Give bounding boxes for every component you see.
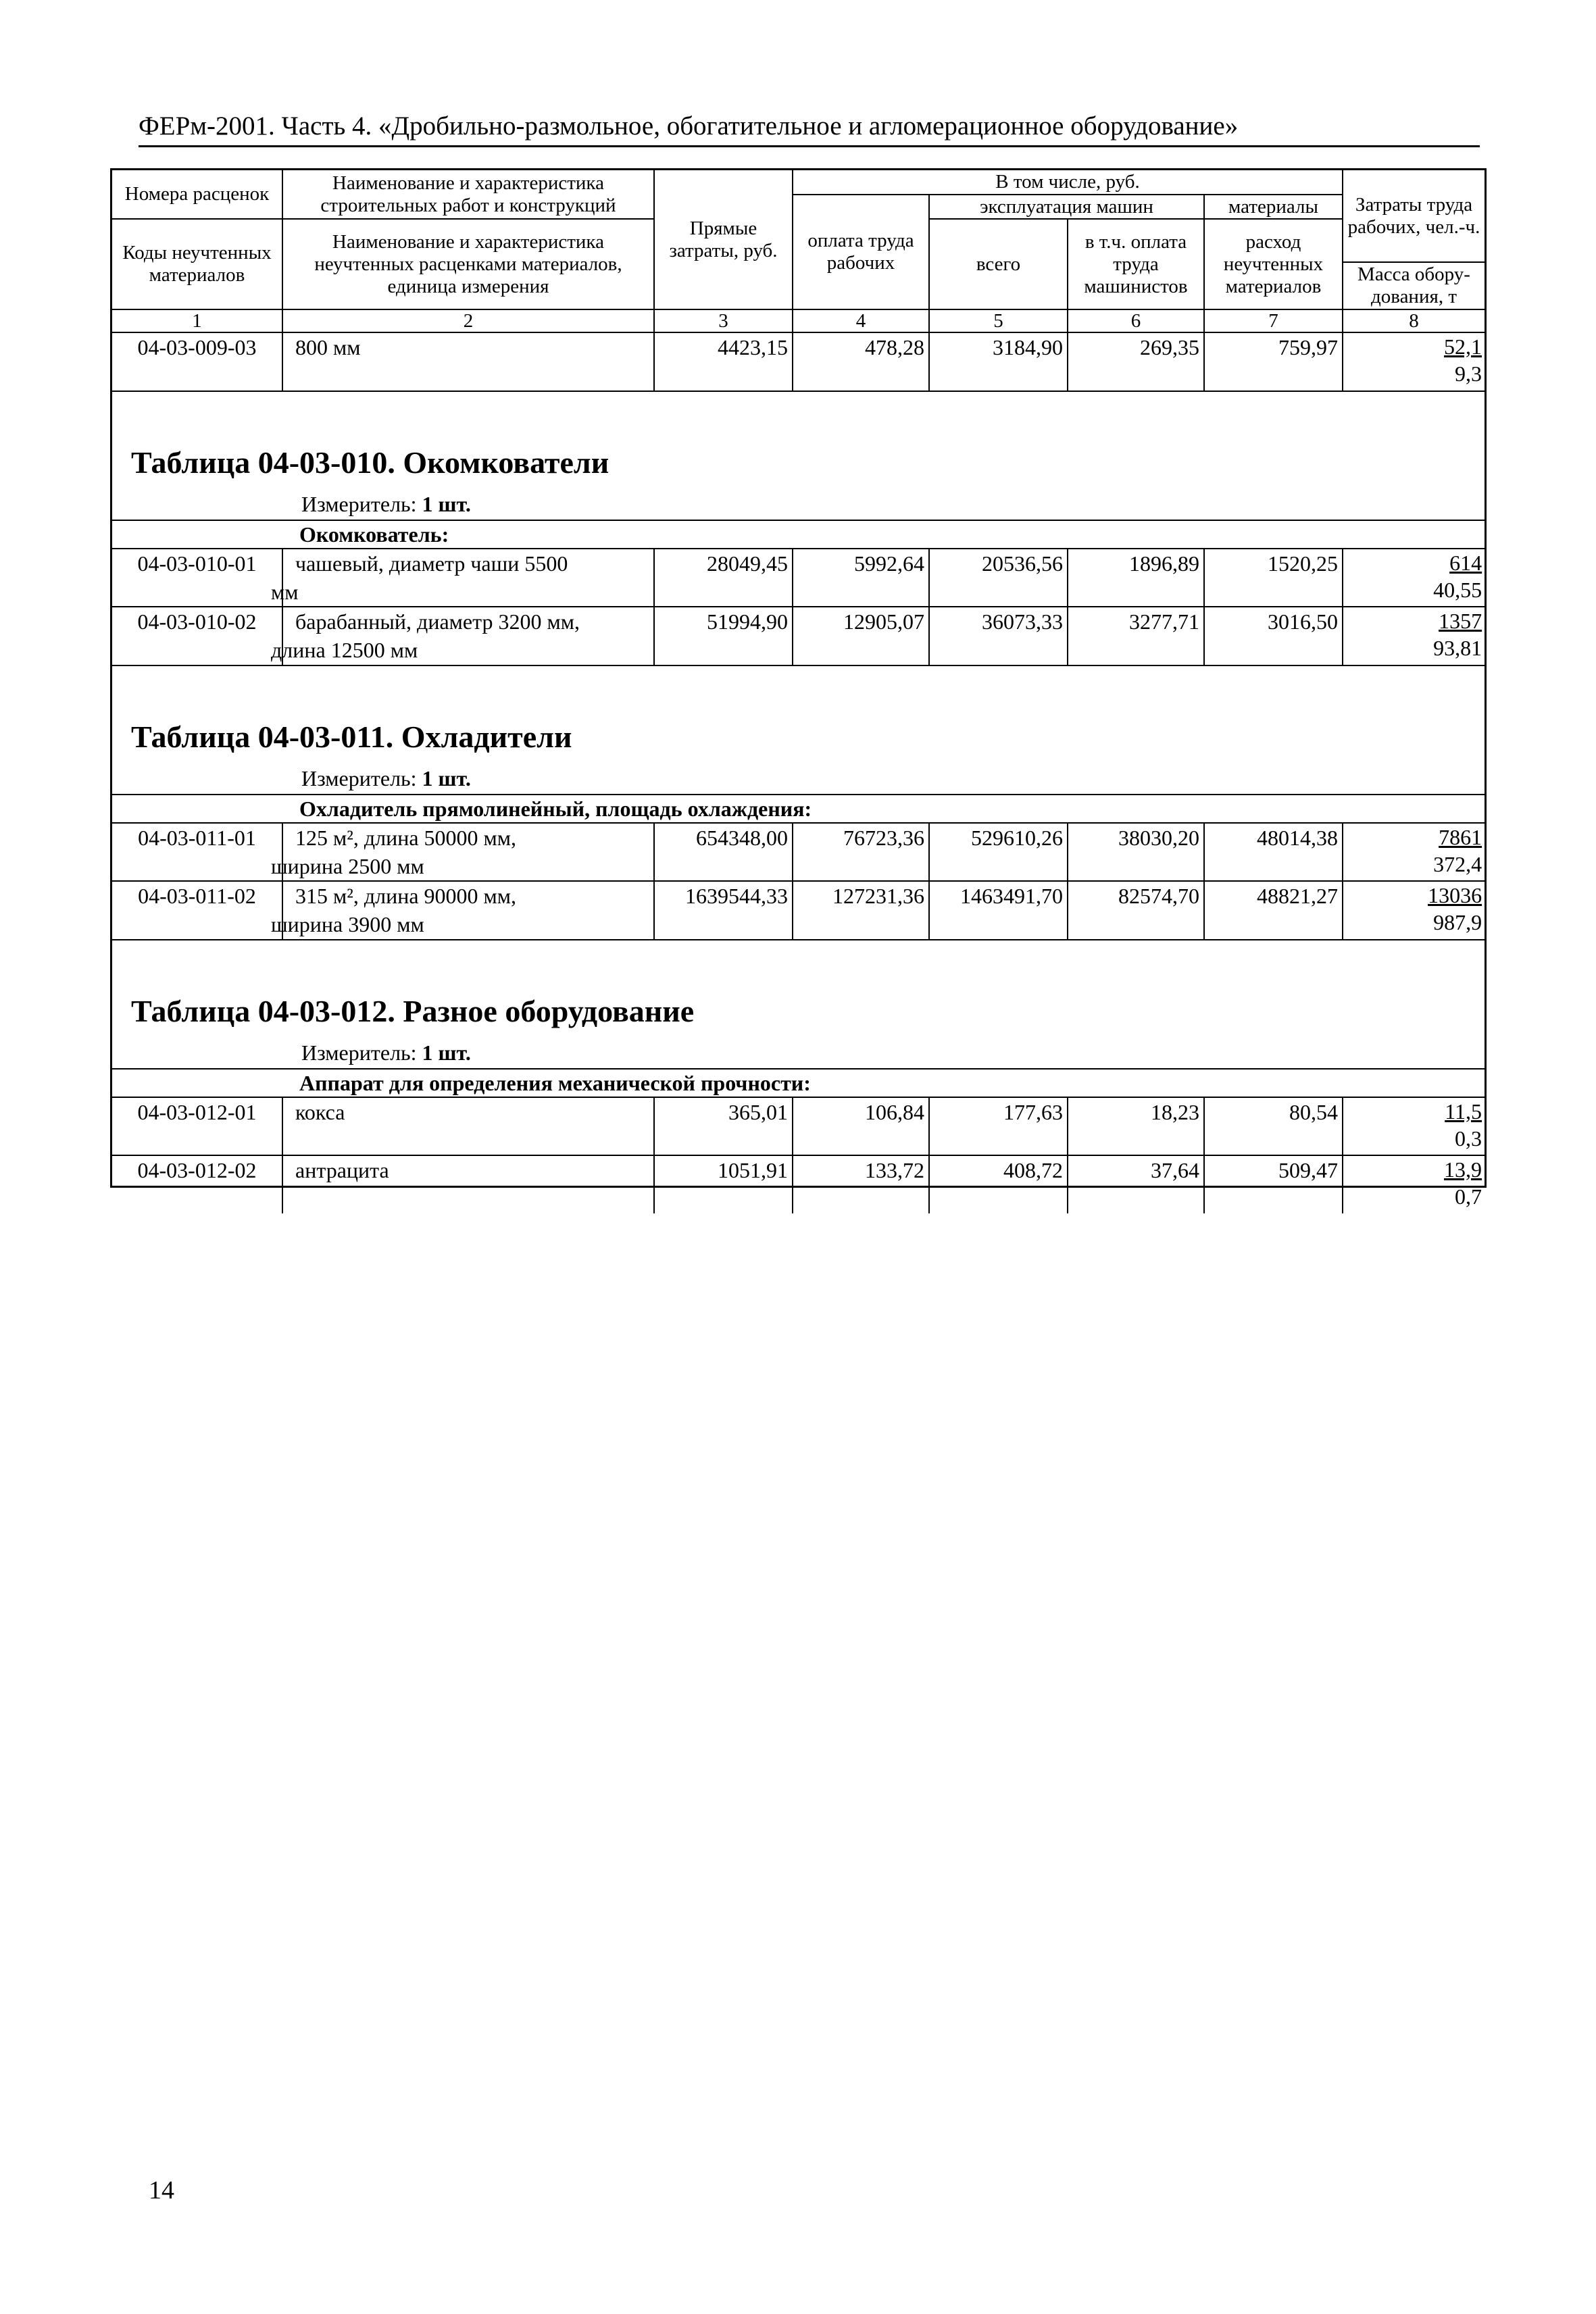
wages: 5992,64	[793, 549, 929, 607]
table-row	[112, 1155, 1485, 1213]
group-title: Аппарат для определения механической прочности:	[112, 1069, 1485, 1097]
column-header-table	[112, 170, 1485, 391]
labor-and-mass	[1343, 607, 1485, 665]
labor-costs: 614	[1449, 551, 1482, 575]
rate-name-line: длина 12500 мм	[271, 638, 418, 662]
table-row	[112, 607, 1485, 665]
table-row	[112, 332, 1485, 391]
rate-name-line: ширина 3900 мм	[271, 912, 424, 936]
equipment-mass: 372,4	[1433, 852, 1482, 876]
equipment-mass: 9,3	[1455, 361, 1482, 386]
machinist-wages: 1896,89	[1068, 549, 1204, 607]
wages: 106,84	[793, 1097, 929, 1155]
rate-name: 800 мм	[282, 332, 654, 391]
header-equipment-mass: Масса обору-дования, т	[1343, 262, 1485, 309]
meter-value: 1 шт.	[422, 492, 471, 516]
rate-name-line: чашевый, диаметр чаши 5500	[295, 551, 568, 576]
machinist-wages: 82574,70	[1068, 881, 1204, 939]
wages: 478,28	[793, 332, 929, 391]
labor-costs: 11,5	[1445, 1099, 1482, 1124]
header-including: В том числе, руб.	[793, 170, 1343, 195]
rate-code: 04-03-011-01	[112, 823, 282, 881]
rate-name	[271, 823, 654, 881]
rate-name-line: мм	[271, 580, 299, 604]
rate-name	[271, 549, 654, 607]
direct-costs: 4423,15	[654, 332, 793, 391]
rate-code: 04-03-010-01	[112, 549, 282, 607]
header-work-name: Наименование и характеристика строительных работ и конструкций	[282, 170, 654, 219]
meter-label: Измеритель:	[301, 492, 417, 516]
header-rate-numbers: Номера расценок	[112, 170, 282, 219]
labor-and-mass	[1343, 549, 1485, 607]
section-meter	[301, 764, 1485, 794]
meter-label: Измеритель:	[301, 1040, 417, 1065]
materials: 1520,25	[1204, 549, 1343, 607]
section-table-2	[112, 939, 1485, 1213]
rate-name	[271, 607, 654, 665]
labor-costs: 13036	[1428, 883, 1482, 907]
equipment-mass: 0,7	[1455, 1184, 1482, 1209]
column-number: 3	[654, 309, 793, 332]
labor-and-mass	[1343, 823, 1485, 881]
meter-value: 1 шт.	[422, 766, 471, 790]
machines-total: 3184,90	[929, 332, 1068, 391]
direct-costs: 654348,00	[654, 823, 793, 881]
materials: 48014,38	[1204, 823, 1343, 881]
column-number: 4	[793, 309, 929, 332]
page-header: ФЕРм-2001. Часть 4. «Дробильно-размольное, обогатительное и агломерационное оборудование»	[139, 110, 1480, 147]
table-row	[112, 549, 1485, 607]
materials: 80,54	[1204, 1097, 1343, 1155]
group-title: Охладитель прямолинейный, площадь охлаждения:	[112, 795, 1485, 823]
materials: 48821,27	[1204, 881, 1343, 939]
section-meter	[301, 1038, 1485, 1068]
rate-code: 04-03-010-02	[112, 607, 282, 665]
rate-code: 04-03-012-01	[112, 1097, 282, 1155]
machines-total: 36073,33	[929, 607, 1068, 665]
machinist-wages: 269,35	[1068, 332, 1204, 391]
column-number: 2	[282, 309, 654, 332]
machines-total: 177,63	[929, 1097, 1068, 1155]
meter-value: 1 шт.	[422, 1040, 471, 1065]
header-unaccounted-names: Наименование и характеристика неучтенных расценками материалов, единица измерения	[282, 219, 654, 309]
labor-and-mass	[1343, 332, 1485, 391]
group-title: Окомкователь:	[112, 520, 1485, 549]
header-machine-operation: эксплуатация машин	[929, 195, 1204, 219]
header-unaccounted-codes: Коды неучтенных материалов	[112, 219, 282, 309]
meter-label: Измеритель:	[301, 766, 417, 790]
machines-total: 20536,56	[929, 549, 1068, 607]
column-number: 1	[112, 309, 282, 332]
machinist-wages: 3277,71	[1068, 607, 1204, 665]
header-machines-total: всего	[929, 219, 1068, 309]
table-row	[112, 881, 1485, 939]
machinist-wages: 37,64	[1068, 1155, 1204, 1213]
wages: 12905,07	[793, 607, 929, 665]
rates-sheet	[110, 168, 1487, 1209]
machinist-wages: 18,23	[1068, 1097, 1204, 1155]
rate-name-line: барабанный, диаметр 3200 мм,	[295, 609, 580, 634]
section-table-1	[112, 665, 1485, 939]
machinist-wages: 38030,20	[1068, 823, 1204, 881]
header-labor-costs: Затраты труда рабочих, чел.-ч.	[1343, 170, 1485, 262]
direct-costs: 1639544,33	[654, 881, 793, 939]
rate-name	[282, 1097, 654, 1155]
rate-name-line: ширина 2500 мм	[271, 854, 424, 878]
table-row	[112, 823, 1485, 881]
column-number: 7	[1204, 309, 1343, 332]
wages: 127231,36	[793, 881, 929, 939]
rate-code: 04-03-012-02	[112, 1155, 282, 1213]
direct-costs: 365,01	[654, 1097, 793, 1155]
labor-costs: 1357	[1439, 609, 1482, 633]
header-materials: материалы	[1204, 195, 1343, 219]
materials: 759,97	[1204, 332, 1343, 391]
rate-name-line: кокса	[295, 1100, 345, 1124]
materials: 3016,50	[1204, 607, 1343, 665]
rate-name-line: антрацита	[295, 1158, 389, 1182]
wages: 133,72	[793, 1155, 929, 1213]
header-wages: оплата труда рабочих	[793, 195, 929, 309]
section-title: Таблица 04-03-010. Окомкователи	[131, 445, 609, 480]
machines-total: 1463491,70	[929, 881, 1068, 939]
equipment-mass: 987,9	[1433, 910, 1482, 934]
table-row	[112, 1097, 1485, 1155]
labor-and-mass	[1343, 1155, 1485, 1213]
header-direct-costs: Прямые затраты, руб.	[654, 170, 793, 309]
column-number: 5	[929, 309, 1068, 332]
materials: 509,47	[1204, 1155, 1343, 1213]
column-number: 6	[1068, 309, 1204, 332]
rate-name-line: 125 м², длина 50000 мм,	[295, 826, 517, 850]
labor-costs: 52,1	[1444, 334, 1482, 359]
labor-costs: 7861	[1439, 825, 1482, 849]
page-number: 14	[149, 2176, 174, 2205]
labor-and-mass	[1343, 1097, 1485, 1155]
equipment-mass: 0,3	[1455, 1126, 1482, 1151]
direct-costs: 28049,45	[654, 549, 793, 607]
section-rows	[112, 1068, 1485, 1213]
section-title: Таблица 04-03-012. Разное оборудование	[131, 994, 695, 1028]
rate-name	[271, 881, 654, 939]
wages: 76723,36	[793, 823, 929, 881]
labor-costs: 13,9	[1444, 1157, 1482, 1182]
section-title: Таблица 04-03-011. Охладители	[131, 720, 572, 754]
section-table-0	[112, 391, 1485, 665]
section-meter	[301, 490, 1485, 520]
direct-costs: 51994,90	[654, 607, 793, 665]
section-rows	[112, 794, 1485, 939]
rate-code: 04-03-011-02	[112, 881, 282, 939]
column-number: 8	[1343, 309, 1485, 332]
machines-total: 408,72	[929, 1155, 1068, 1213]
machines-total: 529610,26	[929, 823, 1068, 881]
rate-name	[282, 1155, 654, 1213]
equipment-mass: 40,55	[1433, 578, 1482, 602]
section-rows	[112, 520, 1485, 665]
header-machinist-wages: в т.ч. оплата труда машинистов	[1068, 219, 1204, 309]
rate-name-line: 315 м², длина 90000 мм,	[295, 884, 517, 908]
tables-container	[112, 391, 1485, 1213]
rate-code: 04-03-009-03	[112, 332, 282, 391]
header-unaccounted-materials: расход неучтенных материалов	[1204, 219, 1343, 309]
labor-and-mass	[1343, 881, 1485, 939]
equipment-mass: 93,81	[1433, 636, 1482, 660]
direct-costs: 1051,91	[654, 1155, 793, 1213]
